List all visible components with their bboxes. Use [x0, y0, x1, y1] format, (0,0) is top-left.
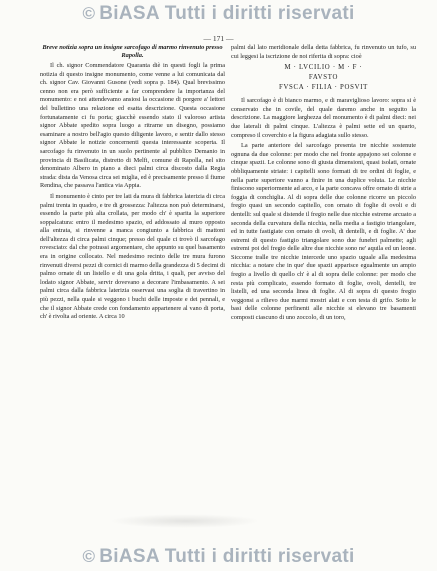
left-paragraph-2: Il monumento è cinto per tre lati da mura di fabbrica laterizia di circa palmi trenta in quadro, e tre di grossezza: l'altezza non può determinarsi, essendo la parte più alta crollata, per modo ch' è sparita la superiore soppalcatura: entro il medesimo spazio, ed addossato al muro opposto alla entrata, si rinvenne a manca congiunto a fabbrica di mattoni dell'altezza di circa palmi cinque; presso del quale ci trovò il sarcofago rovesciato: dal che potrassi argomentare, che appunto su quel basamento era in origine collocato. Nel medesimo recinto delle tre mura furono rinvenuti diversi pezzi di cornici di marmo della grandezza di 5 decimi di palmo ornate di un listello e di una gola dritta, i quali, per avviso del lodato signor Abbate, servir dovevano a decorare l'imbasamento. A sei palmi circa dalla fabbrica laterizia osservasi una soglia di travertino in più pezzi, nella quale si veggono i buchi delle imposte e dei pennali, e che il signor Abbate crede con fondamento appartenere al vano di porta, ch' è rivolta ad oriente. A circa 10: [40, 192, 225, 321]
watermark-logo-icon: ©: [82, 547, 96, 566]
left-column: [40, 44, 225, 322]
watermark-top-text: BiASA Tutti i diritti riservati: [99, 3, 355, 24]
page-number: — 171 —: [203, 34, 234, 43]
right-column: [231, 44, 416, 323]
watermark-logo-icon: ©: [82, 4, 96, 23]
article-heading: Breve notizia sopra un insigne sarcofago di marmo rinvenuto presso Rapolla.: [42, 44, 223, 59]
left-paragraph-1: Il ch. signor Commendatore Quaranta diè in questi fogli la prima notizia di questo insigne monumento, come venne a lui comunicata dal ch. signor Cav. Giovanni Gusone (vedi sopra p. 184). Qual brevissimo cenno non era però sufficiente a far comprendere la importanza del monumento: e noi attendevamo ansiosi la occasione di porgere a' lettori del bullettino una relazione ed esatta descrizione. Questa occasione fortunatamente ci fu porta; giacchè essendo stato il valoroso artista signor Abbate spedito sopra luogo a ritrarne un disegno, possiamo esaminare a nostro bell'agio questo diligente lavoro, e sentir dallo stesso signor Abbate le notizie concernenti questa interessante scoperta. Il sarcofago fu rinvenuto in un suolo pertinente al pubblico Demanio in provincia di Basilicata, distretto di Melfi, comune di Rapolla, nel sito denominato Albero in piano a dieci palmi circa discosto dalla Regia strada: dista da Venosa circa sei miglia, ed è precisamente presso il fiume Rendina, che passava l'antica via Appia.: [40, 62, 225, 190]
page-smudge: [110, 514, 260, 528]
watermark-bottom: [0, 543, 437, 571]
inscription-block: [231, 63, 416, 93]
right-paragraph-1: Il sarcofago è di bianco marmo, e di maraviglioso lavoro: sopra si è conservato che in covile, del quale daremo anche in seguito la descrizione. La maggiore larghezza del monumento è di palmi dieci: nei due laterali di palmi cinque. L'altezza è palmi sette ed un quarto, compreso il coverchio e la figura adagiata sullo stesso.: [231, 97, 416, 139]
right-paragraph-2: La parte anteriore del sarcofago presenta tre nicchie sostenute ognuna da due colonne: per modo che nel fronte appajono sei colonne e cinque spazii. Le colonne sono di giusta dimensioni, quasi isolati, ornate obbliquamente striate: i capitelli sono formati di tre ordini di foglie, e nella parte superiore vanno a finire in una duplice voluta. Le nicchie finiscono superiormente ad arco, e la parte concava offre ornato di strie a foggia di conchiglia. Al di sopra delle due colonne ricorre un piccolo fregio quasi un secondo capitello, con ornato di foglie di ovoli e di dentelli: sul quale si distende il fregio nelle due nicchie estreme arcuato a seconda della curvatura della nicchia, nella media a fastigio triangolare, ed in tutte fastigiate con ornato di ovoli, di dentelli, e di foglie. A' due estremi di questo fastigio triangolare sono due funebri palmette; agli estremi poi del fregio delle altre due nicchie sono ne' aquila ed un leone. Siccome tralle tre nicchie intercede uno spazio uguale alla medesima nicchia: a notare che in que' due spazii apparisce egualmente un ampio fregio a livello di quello ch' è al di sopra delle colonne: per modo che resta più complicato, essendo formato di foglie, ovoli, dentelli, tre listelli, ed una seconda linea di foglie. Al di sopra di questo fregio veggonsi a rilievo due marmi mostri alati e con testa di grifo. Sotto le basi delle colonne perfinenti alle nicchie si elevano tre basamenti composti ciascuno di uno zoccolo, di un toro,: [231, 142, 416, 322]
inscription-line-2: FAVSTO: [308, 74, 339, 82]
watermark-top: [0, 0, 437, 28]
watermark-bottom-text: BiASA Tutti i diritti riservati: [99, 546, 355, 567]
inscription-line-1: M · LVCILIO · M · F ·: [284, 64, 363, 72]
right-intro: palmi dal lato meridionale della detta fabbrica, fu rinvenuto un tufo, su cui leggesi la iscrizione de noi riferita di sopra: cioè: [231, 44, 416, 60]
inscription-line-3: FVSCA · FILIA · POSVIT: [278, 84, 369, 92]
